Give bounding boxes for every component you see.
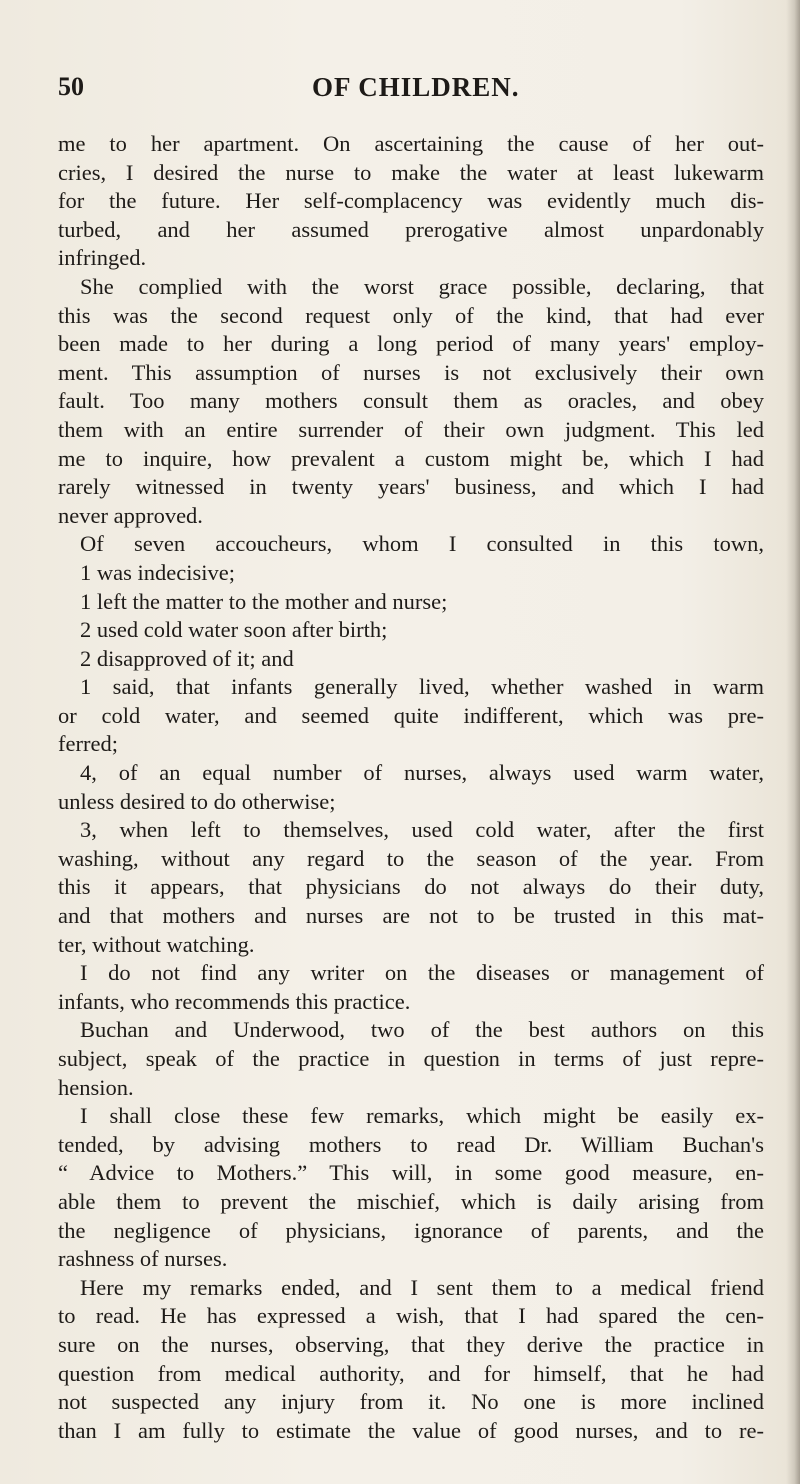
body-text bbox=[58, 130, 764, 1445]
text-line: 2 disapproved of it; and bbox=[80, 645, 294, 671]
text-line: Here my remarks ended, and I sent them to a medical friend bbox=[80, 1274, 764, 1300]
text-line: Of seven accoucheurs, whom I consulted in this town, bbox=[80, 531, 764, 557]
text-line: than I am fully to estimate the value of good nurses, and to re- bbox=[58, 1417, 764, 1443]
text-line: able them to prevent the mischief, which is daily arising from bbox=[58, 1188, 764, 1214]
text-line: ment. This assumption of nurses is not exclusively their own bbox=[58, 359, 764, 385]
text-line: or cold water, and seemed quite indifferent, which was pre- bbox=[58, 702, 764, 728]
text-line: fault. Too many mothers consult them as oracles, and obey bbox=[58, 388, 764, 414]
text-line: 1 left the matter to the mother and nurse; bbox=[80, 588, 448, 614]
text-line: I shall close these few remarks, which might be easily ex- bbox=[80, 1103, 764, 1129]
text-line: 3, when left to themselves, used cold water, after the first bbox=[80, 817, 764, 843]
text-line: I do not find any writer on the diseases or management of bbox=[80, 960, 764, 986]
text-line: them with an entire surrender of their own judgment. This led bbox=[58, 416, 764, 442]
text-line: rashness of nurses. bbox=[58, 1246, 228, 1272]
text-line: sure on the nurses, observing, that they derive the practice in bbox=[58, 1331, 764, 1357]
text-line: ferred; bbox=[58, 731, 118, 757]
page-number: 50 bbox=[58, 72, 84, 101]
text-line: infringed. bbox=[58, 245, 147, 271]
text-line: and that mothers and nurses are not to be trusted in this mat- bbox=[58, 903, 764, 929]
text-line: for the future. Her self-complacency was evidently much dis- bbox=[58, 188, 764, 214]
text-line: question from medical authority, and for himself, that he had bbox=[58, 1360, 764, 1386]
text-line: 1 was indecisive; bbox=[80, 559, 235, 585]
text-line: rarely witnessed in twenty years' business, and which I had bbox=[58, 474, 764, 500]
text-line: this it appears, that physicians do not always do their duty, bbox=[58, 874, 764, 900]
text-line: 2 used cold water soon after birth; bbox=[80, 617, 388, 643]
text-line: washing, without any regard to the season of the year. From bbox=[58, 845, 764, 871]
text-line: to read. He has expressed a wish, that I had spared the cen- bbox=[58, 1303, 764, 1329]
text-line: ter, without watching. bbox=[58, 931, 255, 957]
text-line: 1 said, that infants generally lived, whether washed in warm bbox=[80, 674, 764, 700]
text-line: me to inquire, how prevalent a custom might be, which I had bbox=[58, 445, 764, 471]
text-line: cries, I desired the nurse to make the water at least lukewarm bbox=[58, 159, 764, 185]
page-header bbox=[58, 72, 758, 112]
text-line: this was the second request only of the kind, that had ever bbox=[58, 302, 764, 328]
text-line: me to her apartment. On ascertaining the cause of her out- bbox=[58, 131, 764, 156]
text-line: Buchan and Underwood, two of the best authors on this bbox=[80, 1017, 764, 1043]
running-title: OF CHILDREN. bbox=[312, 72, 520, 102]
text-line: been made to her during a long period of many years' employ- bbox=[58, 331, 764, 357]
text-line: infants, who recommends this practice. bbox=[58, 988, 411, 1014]
text-line: tended, by advising mothers to read Dr. William Buchan's bbox=[58, 1131, 764, 1157]
text-line: hension. bbox=[58, 1074, 134, 1100]
text-line: never approved. bbox=[58, 502, 203, 528]
text-line: the negligence of physicians, ignorance of parents, and the bbox=[58, 1217, 764, 1243]
text-line: unless desired to do otherwise; bbox=[58, 788, 336, 814]
text-line: not suspected any injury from it. No one is more inclined bbox=[58, 1389, 764, 1415]
text-line: She complied with the worst grace possible, declaring, that bbox=[80, 273, 764, 299]
text-line: “ Advice to Mothers.” This will, in some good measure, en- bbox=[58, 1160, 764, 1186]
text-line: subject, speak of the practice in question in terms of just repre- bbox=[58, 1046, 764, 1071]
text-line: 4, of an equal number of nurses, always used warm water, bbox=[80, 760, 764, 786]
page-edge-shadow bbox=[786, 0, 800, 1484]
text-line: turbed, and her assumed prerogative almost unpardonably bbox=[58, 216, 764, 242]
